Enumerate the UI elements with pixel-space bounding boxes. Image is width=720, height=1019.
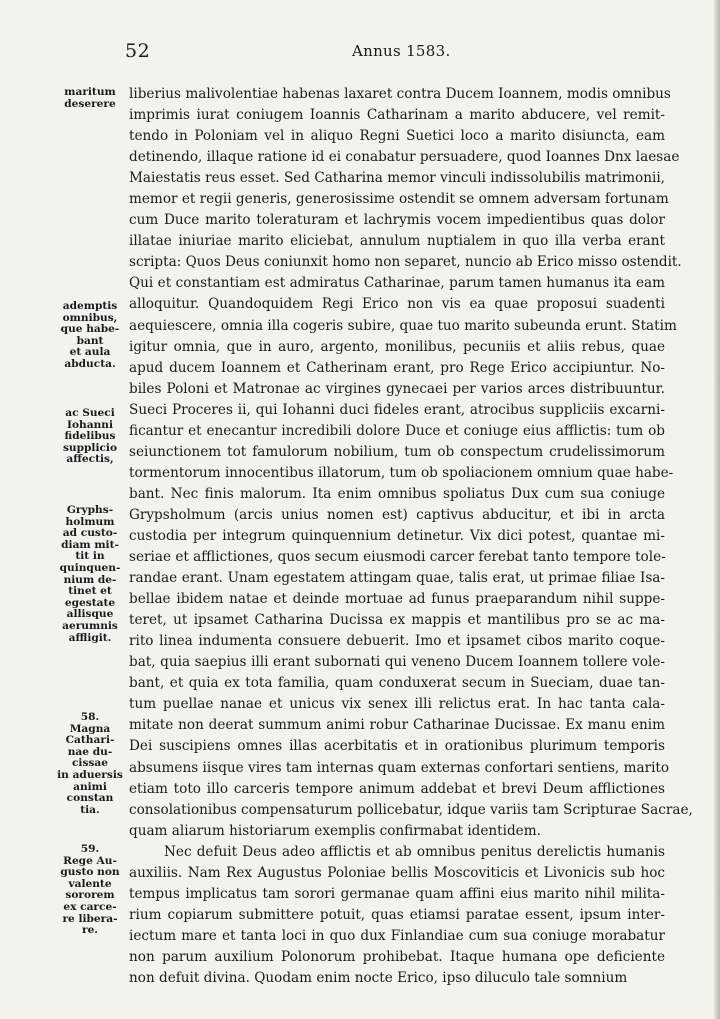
- text-line: rium copiarum submittere potuit, quas etiamsi paratae essent, ipsum inter-: [129, 906, 665, 923]
- marginal-note-line: cissae: [71, 757, 108, 770]
- text-line: Qui et constantiam est admiratus Catharinae, parum tamen humanus ita eam: [129, 275, 665, 292]
- marginal-note-line: Iohanni: [66, 418, 114, 431]
- text-line: apud ducem Ioannem et Catherinam erant, pro Rege Erico accipiuntur. No-: [129, 359, 665, 376]
- text-line: iectum mare et tanta loci in quo dux Finlandiae cum sua coniuge morabatur: [129, 927, 665, 944]
- marginal-note-line: ac Sueci: [65, 407, 115, 419]
- marginal-note-line: ex carce-: [63, 900, 117, 913]
- text-line: Sueci Proceres ii, qui Iohanni duci fideles erant, atrocibus suppliciis excarni-: [129, 401, 665, 418]
- text-line: aequiescere, omnia illa cogeris subire, quae tuo marito subeunda erunt. Statim: [129, 317, 677, 334]
- text-line: scripta: Quos Deus coniunxit homo non separet, nuncio ab Erico misso ostendit.: [129, 254, 682, 271]
- text-line: illatae iniuriae marito eliciebat, annulum nuptialem in quo illa verba erant: [129, 233, 665, 250]
- marginal-note-line: bant: [76, 334, 104, 347]
- marginal-note-line: in aduersis: [57, 768, 123, 781]
- marginal-note-line: ademptis: [62, 300, 118, 312]
- marginal-note-line: aerumnis: [62, 619, 118, 632]
- text-line: tempus implicatus tam sorori germanae quam affini eius marito nihil milita-: [129, 885, 665, 902]
- page-edge: [714, 0, 720, 1019]
- marginal-note-line: egestate: [64, 596, 116, 609]
- marginal-note-line: deserere: [64, 97, 116, 110]
- marginal-note-line: re libera-: [62, 912, 118, 925]
- page-number: 52: [125, 40, 151, 62]
- text-line: imprimis iurat coniugem Ioannis Catharinam a marito abducere, vel remit-: [129, 107, 665, 124]
- marginal-note-line: affligit.: [68, 631, 112, 644]
- marginal-note-line: gusto non: [60, 866, 120, 879]
- marginal-note-line: abducta.: [64, 357, 116, 370]
- marginal-note-line: supplicio: [62, 441, 118, 454]
- text-line: teret, ut ipsamet Catharina Ducissa ex mappis et mantilibus pro se ac ma-: [129, 612, 665, 629]
- text-line: memor et regii generis, generosissime ostendit se omnem adversam fortunam: [129, 191, 669, 208]
- marginal-note-line: que habe-: [60, 323, 120, 336]
- text-line: liberius malivolentiae habenas laxaret contra Ducem Ioannem, modis omnibus: [129, 86, 671, 102]
- text-line: etiam toto illo carceris tempore animum addebat et brevi Deum afflictiones: [129, 780, 665, 797]
- marginal-note-4: [56, 505, 124, 644]
- text-line: quam aliarum historiarum exemplis confirmabat identidem.: [129, 822, 541, 839]
- text-line: bellae ibidem natae et deinde mortuae ad funus praeparandum nihil suppe-: [129, 591, 665, 608]
- page-header: [0, 40, 720, 66]
- text-line: alloquitur. Quandoquidem Regi Erico non vis ea quae proposui suadenti: [129, 296, 665, 313]
- marginal-note-line: et aula: [69, 346, 111, 359]
- marginal-note-line: valente: [68, 877, 112, 890]
- text-line: non parum auxilium Polonorum prohibebat. Itaque humana ope deficiente: [129, 948, 665, 965]
- text-line: tormentorum innocentibus illatorum, tum ob spoliacionem omnium quae habe-: [129, 464, 674, 481]
- text-line: rito linea indumenta consuere debuerit. Imo et ipsamet cibos marito coque-: [129, 633, 665, 650]
- text-line: Maiestatis reus esset. Sed Catharina memor vinculi indissolubilis matrimonii,: [129, 170, 665, 187]
- text-line: mitate non deerat summum animi robur Catharinae Ducissae. Ex manu enim: [129, 717, 665, 734]
- text-line: detinendo, illaque ratione id ei conabatur persuadere, quod Ioannes Dnx laesae: [129, 149, 680, 166]
- marginal-note-line: tinet et: [68, 585, 112, 598]
- marginal-note-line: 59.: [80, 843, 100, 855]
- text-line: absumens iisque vires tam internas quam externas confortari sentiens, marito: [129, 759, 670, 776]
- text-line: ficantur et enecantur incredibili dolore Duce et coniuge eius afflictis: tum ob: [129, 422, 665, 439]
- marginal-note-line: tia.: [80, 803, 100, 816]
- marginal-note-line: sororem: [65, 889, 115, 902]
- marginal-note-line: maritum: [64, 86, 116, 98]
- marginal-note-3: [56, 408, 124, 466]
- marginal-note-5: [56, 712, 124, 816]
- text-line: biles Poloni et Matronae ac virgines gynecaei per varios arces distribuuntur.: [129, 380, 665, 397]
- text-line: seriae et afflictiones, quos secum eiusmodi carcer ferebat tanto tempore tole-: [129, 549, 666, 566]
- text-line: tum puellae nanae et unicus vix senex illi relictus erat. In hac tanta cala-: [129, 696, 665, 713]
- marginal-note-line: tit in: [75, 550, 105, 563]
- marginal-note-line: re.: [81, 924, 98, 937]
- marginal-note-line: ad custo-: [62, 527, 118, 540]
- text-line: consolationibus compensaturum pollicebatur, idque variis tam Scripturae Sacrae,: [129, 801, 693, 818]
- marginal-note-line: diam mit-: [61, 538, 119, 551]
- text-line: bat, quia saepius illi erant subornati qui veneno Ducem Ioannem tollere vole-: [129, 654, 665, 671]
- marginal-note-line: Cathari-: [65, 734, 115, 747]
- marginal-note-line: affectis,: [66, 453, 114, 466]
- text-line: cum Duce marito toleraturam et lachrymis vocem impedientibus quas dolor: [129, 212, 665, 229]
- marginal-note-line: nium de-: [63, 573, 117, 586]
- text-line: custodia per integrum quinquennium detinetur. Vix dici potest, quantae mi-: [129, 527, 665, 544]
- marginal-note-line: fidelibus: [64, 430, 116, 443]
- text-line: Dei suscipiens omnes illas acerbitatis et in orationibus plurimum temporis: [129, 738, 665, 755]
- text-line: Grypsholmum (arcis unius nomen est) captivus abducitur, et ibi in arcta: [129, 506, 665, 523]
- marginal-note-line: allisque: [66, 608, 114, 621]
- text-line: auxiliis. Nam Rex Augustus Poloniae bellis Moscoviticis et Livonicis sub hoc: [129, 864, 665, 881]
- marginal-note-line: animi: [73, 780, 107, 793]
- marginal-note-line: Magna: [69, 722, 111, 735]
- marginal-note-line: 58.: [80, 711, 100, 723]
- text-line: randae erant. Unam egestatem attingam quae, talis erat, ut primae filiae Isa-: [129, 570, 665, 587]
- marginal-note-line: nae du-: [67, 745, 113, 758]
- text-line: Nec defuit Deus adeo afflictis et ab omnibus penitus derelictis humanis: [164, 843, 665, 860]
- text-line: tendo in Poloniam vel in aliquo Regni Suetici loco a marito disiuncta, eam: [129, 128, 665, 145]
- marginal-note-line: Rege Au-: [63, 854, 117, 867]
- marginal-note-line: quinquen-: [59, 561, 121, 574]
- text-line: seiunctionem tot famulorum nobilium, tum ob conspectum crudelissimorum: [129, 443, 665, 460]
- main-text-column: [129, 84, 693, 989]
- marginal-note-6: [56, 844, 124, 937]
- text-line: igitur omnia, que in auro, argento, monilibus, pecuniis et aliis rebus, quae: [129, 338, 665, 355]
- text-line: bant, et quia ex tota familia, quam conduxerat secum in Sueciam, duae tan-: [129, 675, 665, 692]
- text-line: non defuit divina. Quodam enim nocte Erico, ipso diluculo tale somnium: [129, 969, 628, 986]
- text-line: bant. Nec finis malorum. Ita enim omnibus spoliatus Dux cum sua coniuge: [129, 485, 665, 502]
- marginal-note-line: omnibus,: [62, 311, 118, 324]
- marginal-note-1: [56, 87, 124, 110]
- marginal-note-line: holmum: [65, 515, 115, 528]
- marginal-note-line: constan: [66, 792, 114, 805]
- running-head: Annus 1583.: [352, 42, 451, 60]
- marginal-note-line: Gryphs-: [66, 504, 114, 516]
- marginal-note-2: [56, 301, 124, 371]
